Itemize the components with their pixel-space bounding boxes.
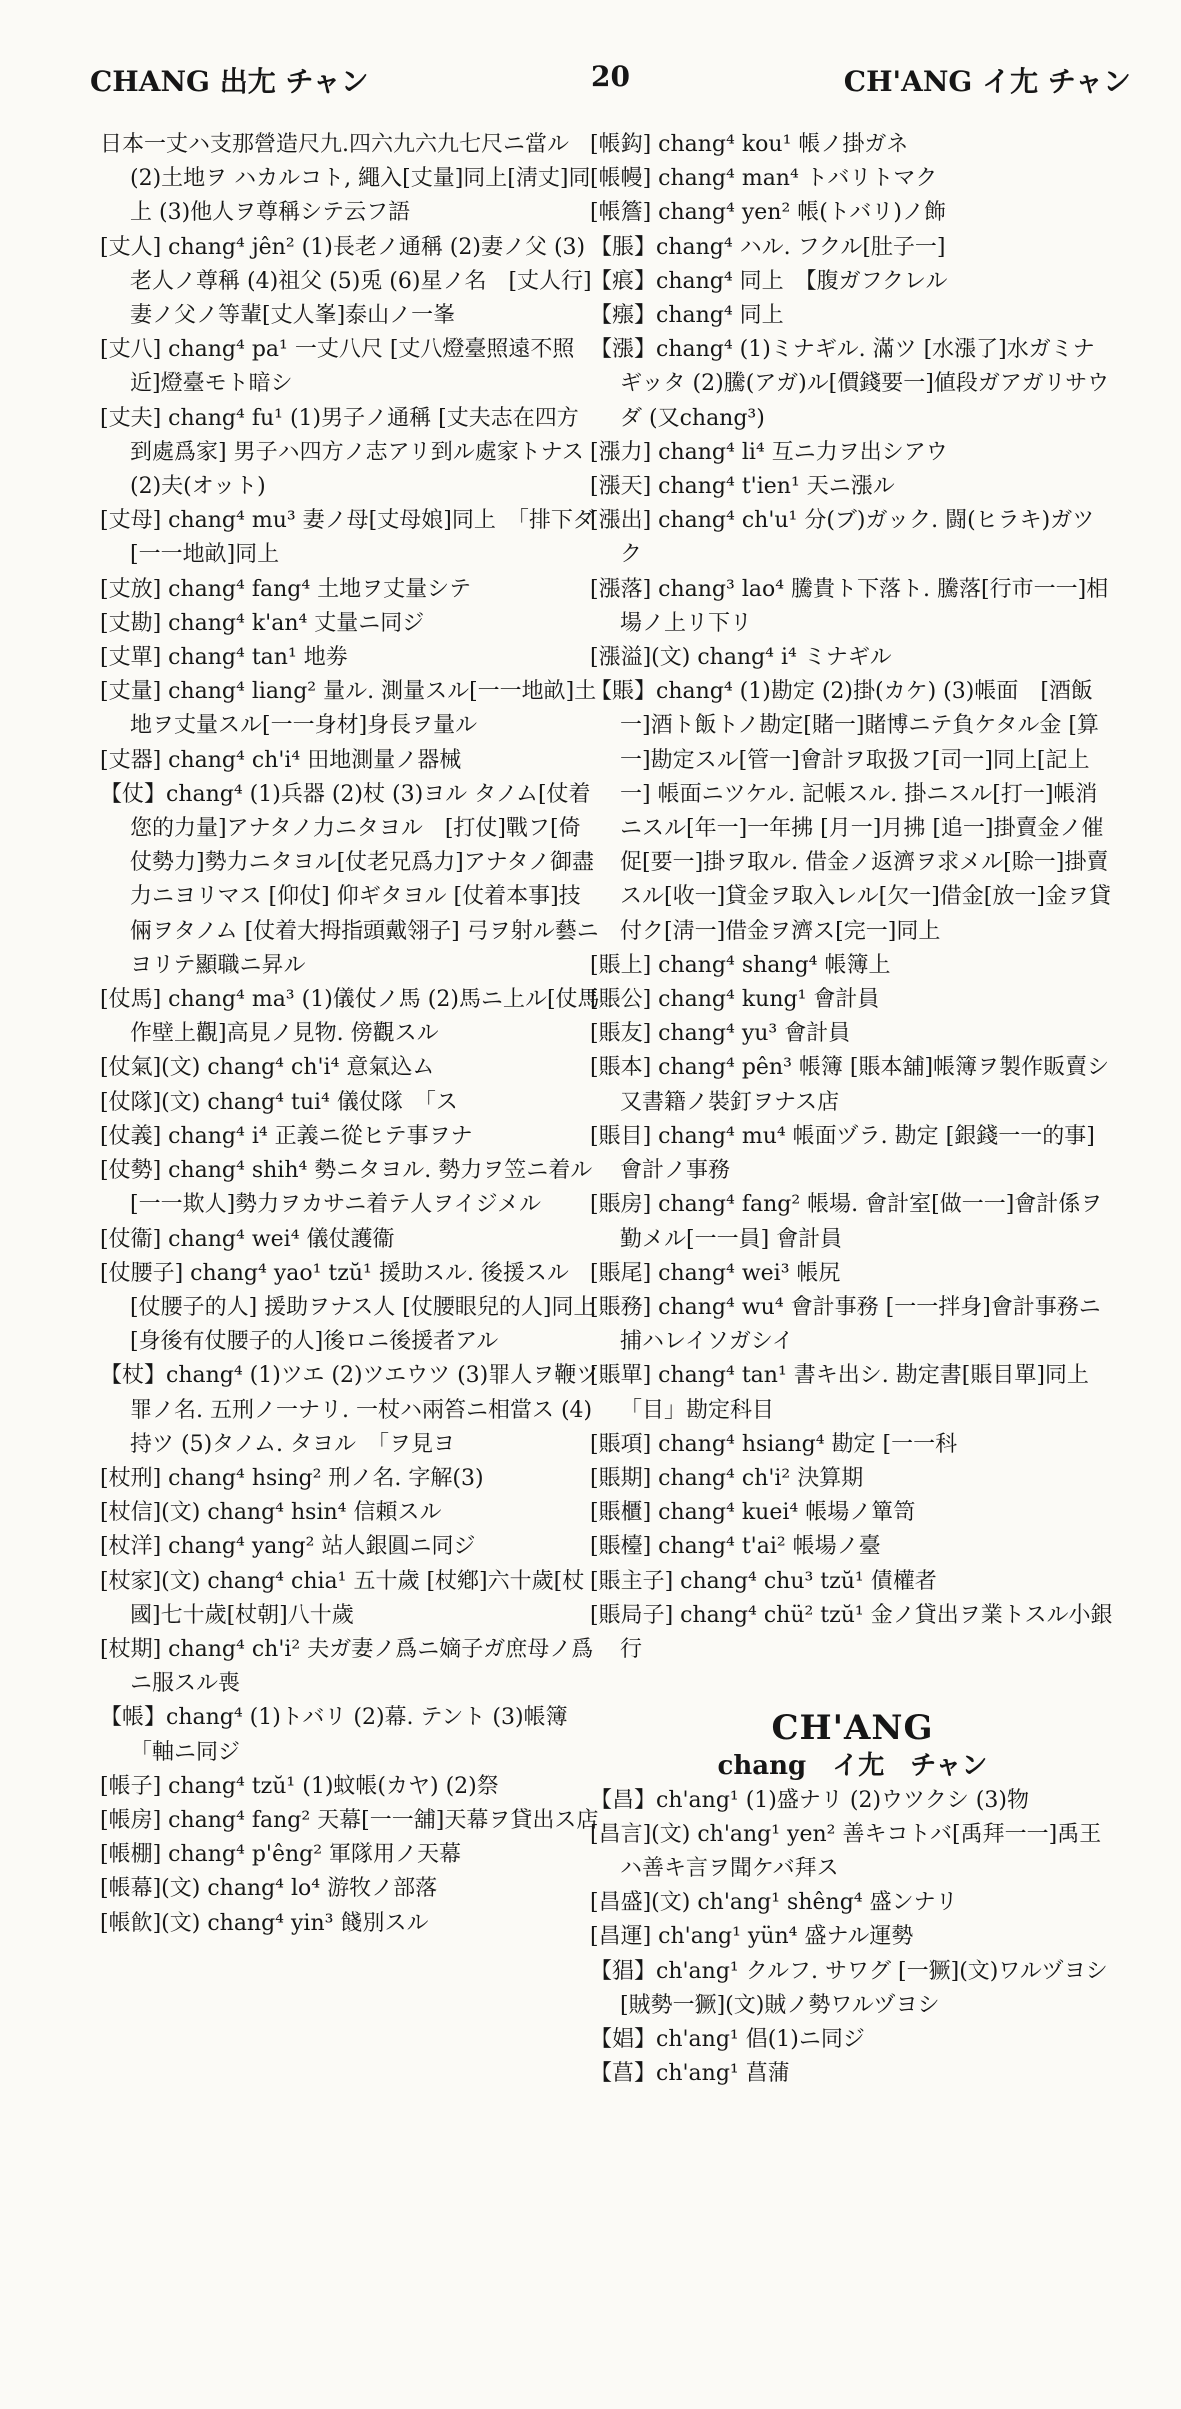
header-left: CHANG 出尢 チャン [90,65,369,98]
dictionary-entry: [丈夫] chang⁴ fu¹ (1)男子ノ通稱 [丈夫志在四方到處爲家] 男子ハ四方ノ志アリ到ル處家トナス (2)夫(オット) [100,405,584,500]
dictionary-entry: [賬期] chang⁴ ch'i² 決算期 [590,1465,864,1491]
dictionary-entry: [昌盛](文) ch'ang¹ shêng⁴ 盛ンナリ [590,1890,958,1916]
dictionary-entry: [帳幕](文) chang⁴ lo⁴ 游牧ノ部落 [100,1876,438,1902]
dictionary-entry: [杖刑] chang⁴ hsing² 刑ノ名. 字解(3) [100,1465,484,1491]
dictionary-entry: [丈量] chang⁴ liang² 量ル. 測量スル[一一地畝]土地ヲ丈量スル[一一身材]身長ヲ量ル [100,679,597,739]
dictionary-entry: [賬本] chang⁴ pên³ 帳簿 [賬本舖]帳簿ヲ製作販賣シ又書籍ノ裝釘ヲナス店 [590,1055,1110,1115]
header-right: CH'ANG イ尢 チャン [843,65,1131,98]
dictionary-entry: [帳簷] chang⁴ yen² 帳(トバリ)ノ飾 [590,200,946,226]
dictionary-entry: [丈人] chang⁴ jên² (1)長老ノ通稱 (2)妻ノ父 (3)老人ノ尊稱 (4)祖父 (5)兎 (6)星ノ名 [丈人行] 妻ノ父ノ等輩[丈人峯]泰山ノ一峯 [100,234,592,329]
dictionary-entry: [昌言](文) ch'ang¹ yen² 善キコトバ[禹拜一一]禹王ハ善キ言ヲ聞ケバ拜ス [590,1821,1102,1881]
dictionary-entry: 日本一丈ハ支那營造尺九.四六九六九七尺ニ當ル (2)土地ヲ ハカルコト, 繩入[丈量]同上[淸丈]同上 (3)他人ヲ尊稱シテ云フ語 [100,132,591,226]
dictionary-entry: [丈器] chang⁴ ch'i⁴ 田地測量ノ器械 [100,747,462,773]
dictionary-entry: [賬尾] chang⁴ wei³ 帳尻 [590,1260,841,1286]
dictionary-entry: 【痮】chang⁴ 同上 【腹ガフクレル [590,268,948,294]
dictionary-entry: [丈母] chang⁴ mu³ 妻ノ母[丈母娘]同上 「排下ダ[一一地畝]同上 [100,508,595,568]
dictionary-entry: 【杖】chang⁴ (1)ツエ (2)ツエウツ (3)罪人ヲ鞭ツ罪ノ名. 五刑ノ一ナリ. 一杖ハ兩笞ニ相當ス (4)持ツ (5)タノム. タヨル 「ヲ見ヨ [100,1363,599,1457]
section-entries [590,1784,1115,2092]
section-subtitle: chang イ尢 チャン [717,1751,988,1782]
page-number: 20 [591,60,630,93]
section-heading [590,1708,1115,1783]
dictionary-entry: [仗氣](文) chang⁴ ch'i⁴ 意氣込ム [100,1055,435,1081]
dictionary-entry: [漲天] chang⁴ t'ien¹ 天ニ漲ル [590,474,895,500]
dictionary-entry: [賬單] chang⁴ tan¹ 書キ出シ. 勘定書[賬目單]同上 「目」勘定科目 [590,1363,1111,1423]
right-column [590,128,1115,2091]
dictionary-entry: [漲落] chang³ lao⁴ 騰貴ト下落ト. 騰落[行市一一]相場ノ上リ下リ [590,576,1109,636]
dictionary-entry: [仗馬] chang⁴ ma³ (1)儀仗ノ馬 (2)馬ニ上ル[仗馬作壁上觀]高見ノ見物. 傍觀スル [100,987,600,1047]
dictionary-entry: [帳棚] chang⁴ p'êng² 軍隊用ノ天幕 [100,1842,462,1868]
dictionary-entry: [漲溢](文) chang⁴ i⁴ ミナギル [590,645,892,671]
dictionary-entry: [賬房] chang⁴ fang² 帳場. 會計室[做一一]會計係ヲ勤メル[一一員] 會計員 [590,1192,1103,1252]
page-header [90,60,1131,120]
dictionary-entry: 【帳】chang⁴ (1)トバリ (2)幕. テント (3)帳簿 「軸ニ同ジ [100,1705,590,1765]
dictionary-entry: [帳幔] chang⁴ man⁴ トバリトマク [590,166,938,192]
dictionary-entry: [帳鈎] chang⁴ kou¹ 帳ノ掛ガネ [590,132,909,157]
dictionary-entry: [漲力] chang⁴ li⁴ 互ニ力ヲ出シアウ [590,439,948,465]
dictionary-entry: 【瘬】chang⁴ 同上 [590,303,784,329]
dictionary-entry: 【脹】chang⁴ ハル. フクル[肚子一] [590,234,946,260]
dictionary-entry: [丈八] chang⁴ pa¹ 一丈八尺 [丈八燈臺照遠不照近]燈臺モト暗シ [100,337,575,397]
section-title: CH'ANG [771,1708,934,1749]
dictionary-entry: [賬上] chang⁴ shang⁴ 帳簿上 [590,952,891,978]
dictionary-entry: [賬主子] chang⁴ chu³ tzŭ¹ 債權者 [590,1568,937,1594]
dictionary-entry: 【娼】ch'ang¹ 倡(1)ニ同ジ [590,2026,865,2052]
dictionary-entry: [賬局子] chang⁴ chü² tzŭ¹ 金ノ貸出ヲ業トスル小銀行 [590,1602,1113,1662]
dictionary-entry: [杖期] chang⁴ ch'i² 夫ガ妻ノ爲ニ嫡子ガ庶母ノ爲ニ服スル喪 [100,1636,594,1697]
dictionary-entry: [丈勘] chang⁴ k'an⁴ 丈量ニ同ジ [100,610,425,636]
dictionary-entry: [仗隊](文) chang⁴ tui⁴ 儀仗隊 「ス [100,1089,458,1115]
dictionary-entry: [帳子] chang⁴ tzŭ¹ (1)蚊帳(カヤ) (2)祭 [100,1773,499,1799]
dictionary-entry: 【菖】ch'ang¹ 菖蒲 [590,2061,790,2087]
dictionary-entry: [賬項] chang⁴ hsiang⁴ 勘定 [一一科 [590,1431,958,1457]
dictionary-entry: [仗義] chang⁴ i⁴ 正義ニ從ヒテ事ヲナ [100,1123,473,1149]
dictionary-entry: [丈單] chang⁴ tan¹ 地劵 [100,645,348,671]
dictionary-entry: [丈放] chang⁴ fang⁴ 土地ヲ丈量シテ [100,576,472,602]
dictionary-entry: 【漲】chang⁴ (1)ミナギル. 滿ツ [水漲了]水ガミナギッタ (2)騰(アガ)ル[價錢要一]値段ガアガリサウダ (又chang³) [590,337,1110,431]
left-column [100,128,600,1941]
dictionary-entry: [賬目] chang⁴ mu⁴ 帳面ヅラ. 勘定 [銀錢一一的事]會計ノ事務 [590,1123,1095,1184]
dictionary-entry: [賬務] chang⁴ wu⁴ 會計事務 [一一拌身]會計事務ニ捕ハレイソガシイ [590,1294,1101,1355]
dictionary-entry: 【猖】ch'ang¹ クルフ. サワグ [一獗](文)ワルヅヨシ[賊勢一獗](文)賊ノ勢ワルヅヨシ [590,1958,1108,2018]
dictionary-entry: [賬友] chang⁴ yu³ 會計員 [590,1021,851,1047]
dictionary-entry: [帳飮](文) chang⁴ yin³ 餞別スル [100,1910,429,1936]
dictionary-entry: [仗腰子] chang⁴ yao¹ tzŭ¹ 援助スル. 後援スル [仗腰子的人] 援助ヲナス人 [仗腰眼兒的人]同上 [身後有仗腰子的人]後ロニ後援者アル [100,1260,596,1355]
dictionary-entry: [杖洋] chang⁴ yang² 站人銀圓ニ同ジ [100,1534,476,1560]
dictionary-entry: 【昌】ch'ang¹ (1)盛ナリ (2)ウツクシ (3)物 [590,1787,1029,1813]
dictionary-entry: [仗衞] chang⁴ wei⁴ 儀仗護衞 [100,1226,395,1252]
dictionary-entry: 【賬】chang⁴ (1)勘定 (2)掛(カケ) (3)帳面 [酒飯一]酒ト飯トノ勘定[賭一]賭博ニテ負ケタル金 [算一]勘定スル[管一]會計ヲ取扱フ[司一]同上[記上一] 帳面ニツケル. 記帳スル. 掛ニスル[打一]帳消ニスル[年一]一年拂 [月一]月拂 [追一]掛賣金ノ催促[要一]掛ヲ取ル. 借金ノ返濟ヲ求メル[賒一]掛賣スル[收一]貸金ヲ取入レル[欠一]借金[放一]金ヲ貸付ク[淸一]借金ヲ濟ス[完一]同上 [590,679,1111,944]
dictionary-entry: [帳房] chang⁴ fang² 天幕[一一舖]天幕ヲ貸出ス店 [100,1807,599,1833]
dictionary-entry: [賬公] chang⁴ kung¹ 會計員 [590,987,880,1013]
dictionary-entry: [賬櫃] chang⁴ kuei⁴ 帳場ノ簞笥 [590,1500,916,1526]
dictionary-entry: [杖信](文) chang⁴ hsin⁴ 信頼スル [100,1500,442,1526]
right-entries [590,128,1115,1667]
dictionary-entry: [賬檯] chang⁴ t'ai² 帳場ノ臺 [590,1534,881,1560]
dictionary-entry: [杖家](文) chang⁴ chia¹ 五十歲 [杖鄕]六十歲[杖國]七十歲[杖朝]八十歲 [100,1568,585,1628]
dictionary-entry: [仗勢] chang⁴ shih⁴ 勢ニタヨル. 勢力ヲ笠ニ着ル[一一欺人]勢力ヲカサニ着テ人ヲイジメル [100,1158,593,1218]
dictionary-entry: [漲出] chang⁴ ch'u¹ 分(ブ)ガック. 闘(ヒラキ)ガツク [590,508,1095,568]
dictionary-entry: [昌運] ch'ang¹ yün⁴ 盛ナル運勢 [590,1924,914,1950]
dictionary-entry: 【仗】chang⁴ (1)兵器 (2)杖 (3)ヨル タノム[仗着您的力量]アナタノ力ニタヨル [打仗]戰フ[倚仗勢力]勢力ニタヨル[仗老兄爲力]アナタノ御盡力ニヨリマス [仰仗] 仰ギタヨル [仗着本事]技倆ヲタノム [仗着大拇指頭戴翎子] 弓ヲ射ル藝ニヨリテ顯職ニ昇ル [100,781,599,978]
